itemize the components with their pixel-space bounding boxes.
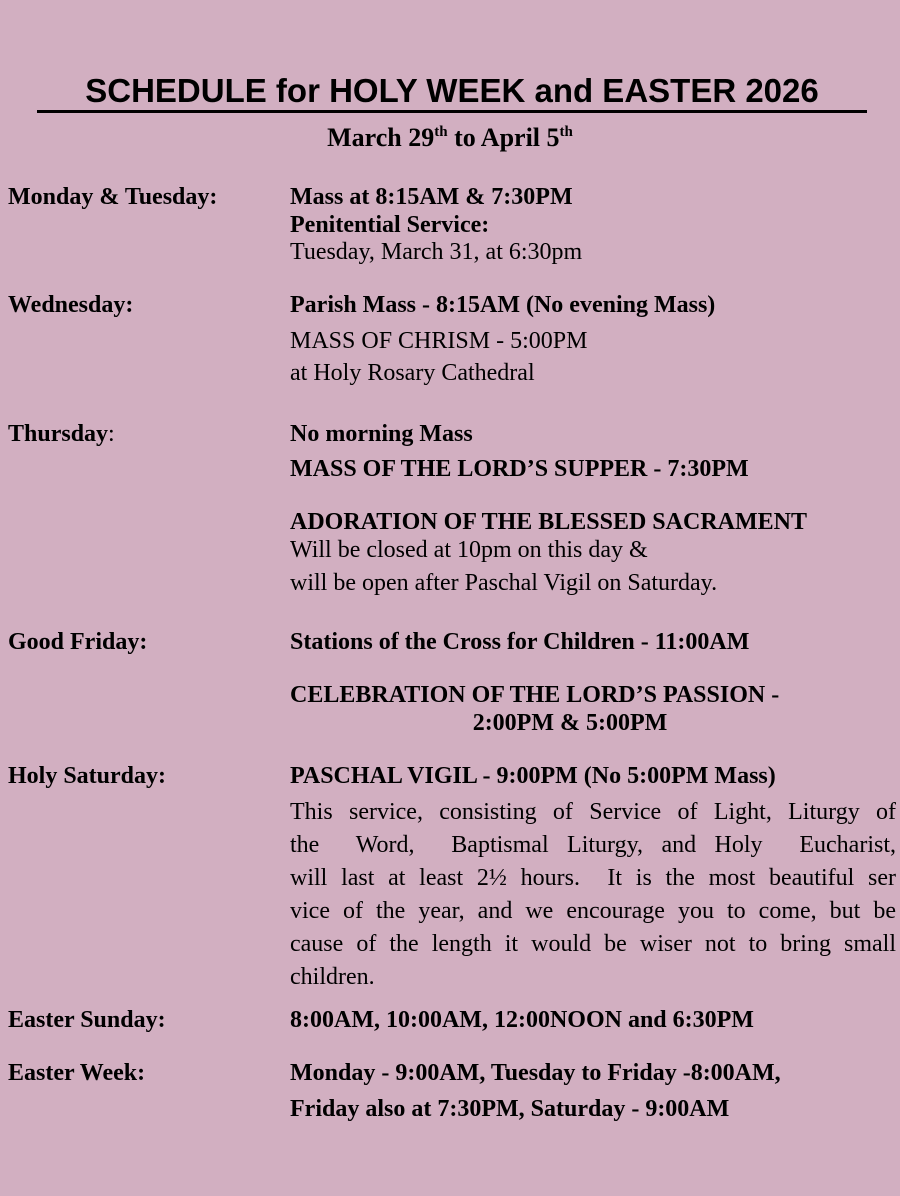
schedule-line: 8:00AM, 10:00AM, 12:00NOON and 6:30PM <box>290 1007 754 1033</box>
day-label-holy-saturday: Holy Saturday: <box>8 763 167 789</box>
paragraph-line: will last at least 2½ hours. It is the most beautiful ser <box>290 865 896 891</box>
schedule-line: Stations of the Cross for Children - 11:00AM <box>290 629 750 655</box>
page-title: SCHEDULE for HOLY WEEK and EASTER 2026 <box>37 72 867 113</box>
schedule-line: PASCHAL VIGIL - 9:00PM (No 5:00PM Mass) <box>290 763 776 789</box>
schedule-line: Mass at 8:15AM & 7:30PM <box>290 184 573 210</box>
day-label-thursday: Thursday: <box>8 421 115 447</box>
paragraph-line: children. <box>290 964 375 990</box>
schedule-line: Penitential Service: <box>290 212 490 238</box>
schedule-line: Monday - 9:00AM, Tuesday to Friday -8:00AM, <box>290 1060 781 1086</box>
day-label-easter-week: Easter Week: <box>8 1060 146 1086</box>
date-range: March 29th to April 5th <box>327 123 573 152</box>
paragraph-line: cause of the length it would be wiser not to bring small <box>290 931 896 957</box>
day-label-easter-sunday: Easter Sunday: <box>8 1007 166 1033</box>
schedule-line: No morning Mass <box>290 421 473 447</box>
paragraph-line: the Word, Baptismal Liturgy, and Holy Eucharist, <box>290 832 896 858</box>
day-label-wednesday: Wednesday: <box>8 292 134 318</box>
day-label-monday-tuesday: Monday & Tuesday: <box>8 184 218 210</box>
day-label-good-friday: Good Friday: <box>8 629 148 655</box>
schedule-line: MASS OF THE LORD’S SUPPER - 7:30PM <box>290 456 749 482</box>
schedule-line: at Holy Rosary Cathedral <box>290 360 535 386</box>
schedule-line: Will be closed at 10pm on this day & <box>290 537 648 563</box>
schedule-line: will be open after Paschal Vigil on Saturday. <box>290 570 718 596</box>
paragraph-line: vice of the year, and we encourage you to come, but be <box>290 898 896 924</box>
schedule-line: Friday also at 7:30PM, Saturday - 9:00AM <box>290 1096 730 1122</box>
paragraph-line: This service, consisting of Service of Light, Liturgy of <box>290 799 896 825</box>
schedule-line: ADORATION OF THE BLESSED SACRAMENT <box>290 509 807 535</box>
schedule-line: Tuesday, March 31, at 6:30pm <box>290 239 583 265</box>
schedule-line: MASS OF CHRISM - 5:00PM <box>290 328 588 354</box>
schedule-line: CELEBRATION OF THE LORD’S PASSION - <box>290 682 780 708</box>
schedule-line: Parish Mass - 8:15AM (No evening Mass) <box>290 292 716 318</box>
schedule-line: 2:00PM & 5:00PM <box>472 710 668 736</box>
